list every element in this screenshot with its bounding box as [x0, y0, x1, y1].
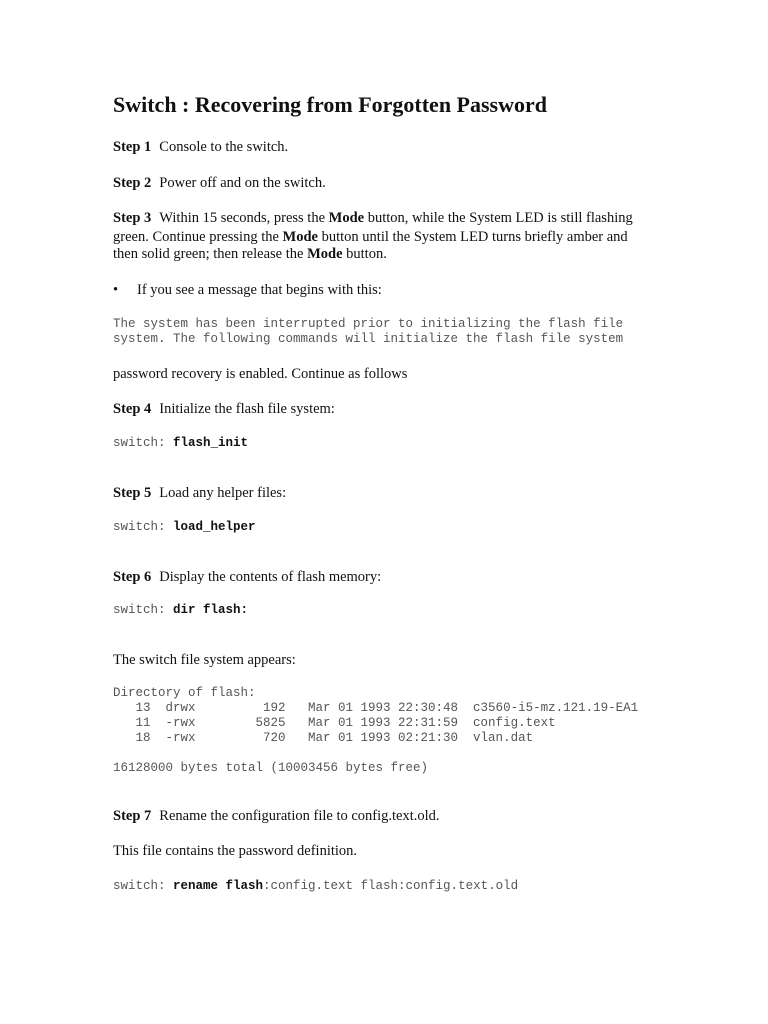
step-text: button until the System LED turns briefly amber and — [317, 229, 628, 245]
mode-keyword: Mode — [307, 246, 343, 262]
command-flash-init — [113, 436, 248, 451]
directory-row: 13 drwx 192 Mar 01 1993 22:30:48 c3560-i5-mz.121.19-EA1 — [113, 701, 639, 715]
bullet-icon: • — [113, 282, 119, 298]
step-4 — [113, 400, 335, 418]
command: rename flash — [173, 879, 264, 893]
step-text: Load any helper files: — [159, 485, 287, 501]
prompt: switch: — [113, 879, 174, 893]
directory-row: 18 -rwx 720 Mar 01 1993 02:21:30 vlan.dat — [113, 731, 534, 745]
step-5 — [113, 484, 286, 502]
step-label: Step 5 — [113, 485, 152, 501]
directory-header: Directory of flash: — [113, 686, 256, 700]
step-6 — [113, 568, 381, 586]
system-message-line: The system has been interrupted prior to initializing the flash file — [113, 317, 624, 331]
step-3 — [113, 209, 633, 227]
step-text: button, while the System LED is still flashing — [364, 210, 633, 226]
step-label: Step 3 — [113, 210, 152, 226]
step-text: button. — [342, 246, 387, 262]
prompt: switch: — [113, 436, 174, 450]
command-rename — [113, 879, 518, 894]
prompt: switch: — [113, 603, 174, 617]
step-3-line-2 — [113, 228, 628, 246]
password-definition-text: This file contains the password definition. — [113, 843, 358, 859]
step-text: Rename the configuration file to config.text.old. — [159, 808, 440, 824]
step-text: Console to the switch. — [159, 139, 289, 155]
password-recovery-text: password recovery is enabled. Continue as follows — [113, 366, 408, 382]
step-2 — [113, 174, 326, 192]
command-dir-flash — [113, 603, 248, 618]
bullet-text: If you see a message that begins with this: — [137, 282, 382, 298]
command: dir flash — [173, 603, 241, 617]
step-label: Step 1 — [113, 139, 152, 155]
step-text: Initialize the flash file system: — [159, 401, 335, 417]
step-1 — [113, 138, 288, 156]
mode-keyword: Mode — [282, 229, 318, 245]
step-3-line-3 — [113, 245, 387, 263]
step-7 — [113, 807, 440, 825]
directory-row: 11 -rwx 5825 Mar 01 1993 22:31:59 config.text — [113, 716, 556, 730]
page-title: Switch : Recovering from Forgotten Password — [113, 92, 548, 117]
step-label: Step 7 — [113, 808, 152, 824]
step-label: Step 2 — [113, 175, 152, 191]
command-suffix: : — [240, 603, 249, 617]
step-text: then solid green; then release the — [113, 246, 308, 262]
bytes-summary: 16128000 bytes total (10003456 bytes free) — [113, 761, 429, 775]
step-text: Display the contents of flash memory: — [159, 569, 382, 585]
mode-keyword: Mode — [328, 210, 365, 226]
system-message-line: system. The following commands will initialize the flash file system — [113, 332, 624, 346]
step-text: Within 15 seconds, press the — [159, 210, 329, 226]
step-label: Step 6 — [113, 569, 152, 585]
bullet-item — [113, 281, 382, 299]
prompt: switch: — [113, 520, 174, 534]
command: flash_init — [173, 436, 249, 450]
command: load_helper — [173, 520, 256, 534]
file-system-appears-text: The switch file system appears: — [113, 652, 296, 668]
command-args: :config.text flash:config.text.old — [263, 879, 519, 893]
command-load-helper — [113, 520, 256, 535]
step-label: Step 4 — [113, 401, 152, 417]
step-text: green. Continue pressing the — [113, 229, 283, 245]
step-text: Power off and on the switch. — [159, 175, 326, 191]
